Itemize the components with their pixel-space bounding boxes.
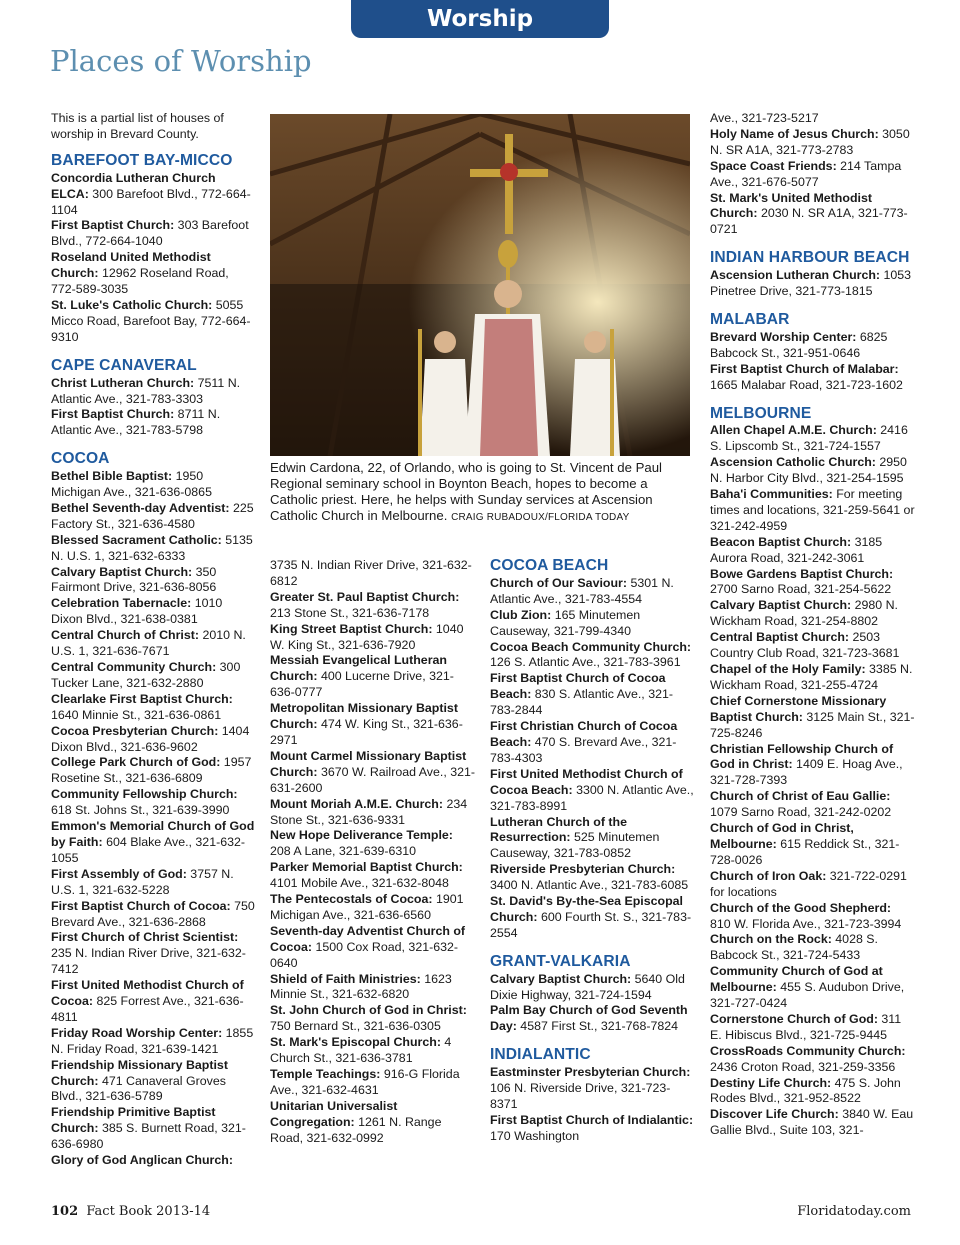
church-name: Baha'i Communities: — [710, 487, 833, 502]
church-entry — [710, 127, 915, 159]
section-heading: INDIALANTIC — [490, 1046, 591, 1064]
church-name: Blessed Sacrament Catholic: — [51, 532, 222, 547]
church-name: Church on the Rock: — [710, 932, 832, 947]
church-info: 1053 Pinetree Drive, 321-773-1815 — [710, 268, 912, 299]
church-entry — [490, 1003, 695, 1035]
church-name: Beacon Baptist Church: — [710, 534, 852, 549]
church-info: 5640 Old Dixie Highway, 321-724-1594 — [490, 971, 685, 1002]
church-name: First United Methodist Church of Cocoa Beach: — [490, 766, 683, 797]
church-name: Church of the Good Shepherd: — [710, 900, 892, 915]
church-entry — [51, 660, 256, 692]
church-name: Chief Cornerstone Missionary Baptist Church: — [710, 693, 887, 724]
listing-section — [51, 451, 256, 1169]
church-info: 1950 Michigan Ave., 321-636-0865 — [51, 469, 212, 500]
church-name: Central Community Church: — [51, 660, 217, 674]
church-info: 2950 N. Harbor City Blvd., 321-254-1595 — [710, 455, 907, 486]
church-entry — [710, 630, 915, 662]
worship-photo — [270, 114, 690, 456]
church-info: 615 Reddick St., 321-728-0026 — [710, 836, 900, 867]
church-info: 303 Barefoot Blvd., 772-664-1040 — [51, 218, 249, 249]
church-entry — [51, 1153, 256, 1169]
church-entry — [490, 1113, 695, 1145]
church-entry — [51, 978, 256, 1026]
church-name: Shield of Faith Ministries: — [270, 971, 421, 986]
church-entry — [490, 767, 695, 815]
church-name: First Baptist Church: — [51, 218, 175, 233]
church-name: Mount Moriah A.M.E. Church: — [270, 796, 443, 811]
church-info: 475 S. John Rodes Blvd., 321-952-8522 — [710, 1075, 901, 1106]
church-entry — [710, 964, 915, 1012]
church-entry — [51, 376, 256, 408]
church-entry — [490, 640, 695, 672]
church-name: First Baptist Church of Cocoa Beach: — [490, 671, 666, 702]
church-name: Church of Christ of Eau Gallie: — [710, 789, 891, 804]
section-heading: MALABAR — [710, 310, 790, 328]
listing-section — [51, 153, 256, 346]
church-entry — [51, 533, 256, 565]
church-name: St. Mark's United Methodist Church: — [710, 190, 872, 221]
church-info: 6825 Babcock St., 321-951-0646 — [710, 329, 888, 360]
church-info: 1901 Michigan Ave., 321-636-6560 — [270, 892, 464, 922]
church-info: 165 Minutemen Causeway, 321-799-4340 — [490, 607, 641, 638]
church-info: 3300 N. Atlantic Ave., 321-783-8991 — [490, 782, 694, 813]
listing-section — [490, 954, 695, 1036]
church-name: St. Luke's Catholic Church: — [51, 297, 213, 312]
church-entry — [710, 487, 915, 535]
church-name: Church of Iron Oak: — [710, 868, 827, 883]
church-name: Central Church of Christ: — [51, 628, 200, 643]
church-entry — [270, 653, 475, 701]
intro-text: This is a partial list of houses of worship in Brevard County. — [51, 111, 224, 141]
church-entry — [270, 860, 475, 892]
church-entry — [710, 694, 915, 742]
church-info: 1409 E. Hoag Ave., 321-728-7393 — [710, 757, 903, 788]
church-info: 5055 Micco Road, Barefoot Bay, 772-664-9310 — [51, 297, 251, 344]
church-entry — [51, 724, 256, 756]
church-entry — [51, 596, 256, 628]
church-info: 3050 N. SR A1A, 321-773-2783 — [710, 126, 910, 157]
section-heading: CAPE CANAVERAL — [51, 356, 197, 374]
church-entry — [710, 567, 915, 599]
church-info: 4101 Mobile Ave., 321-632-8048 — [270, 876, 449, 891]
section-heading: COCOA — [51, 450, 110, 468]
church-info: 825 Forrest Ave., 321-636-4811 — [51, 994, 244, 1024]
church-entry — [710, 191, 915, 239]
church-name: College Park Church of God: — [51, 755, 221, 770]
continuation-text: Ave., 321-723-5217 — [710, 111, 819, 125]
church-entry — [51, 930, 256, 978]
church-info: 350 Fairmont Drive, 321-636-8056 — [51, 564, 217, 595]
church-name: St. David's By-the-Sea Episcopal Church: — [490, 894, 683, 924]
church-info: 2436 Croton Road, 321-259-3356 — [710, 1059, 896, 1074]
church-name: Ascension Lutheran Church: — [710, 268, 881, 283]
church-info: 2010 N. U.S. 1, 321-636-7671 — [51, 628, 246, 659]
church-entry — [710, 1076, 915, 1108]
church-entry — [51, 1105, 256, 1153]
church-entry — [710, 159, 915, 191]
church-name: Christ Lutheran Church: — [51, 375, 195, 390]
church-info: 1040 W. King St., 321-636-7920 — [270, 621, 464, 652]
church-info: 3125 Main St., 321-725-8246 — [710, 709, 915, 740]
church-name: First Assembly of God: — [51, 866, 187, 881]
church-name: King Street Baptist Church: — [270, 621, 433, 636]
church-entry — [51, 755, 256, 787]
church-entry — [51, 692, 256, 724]
church-entry — [270, 749, 475, 797]
church-entry — [490, 815, 695, 863]
church-info: 1623 Minnie St., 321-632-6820 — [270, 971, 452, 1002]
church-name: Community Fellowship Church: — [51, 787, 238, 802]
listing-section — [490, 558, 695, 942]
church-name: Central Baptist Church: — [710, 630, 850, 645]
listing-section — [710, 406, 915, 1140]
church-entry — [710, 362, 915, 394]
church-name: Eastminster Presbyterian Church: — [490, 1065, 691, 1080]
church-info: 474 W. King St., 321-636-2971 — [270, 717, 463, 747]
church-entry — [270, 1003, 475, 1035]
church-entry — [51, 787, 256, 819]
church-entry — [270, 972, 475, 1004]
church-entry — [710, 662, 915, 694]
church-entry — [51, 867, 256, 899]
church-entry — [270, 924, 475, 972]
church-entry — [270, 828, 475, 860]
church-name: Space Coast Friends: — [710, 158, 837, 173]
church-info: For meeting times and locations, 321-259-5641 or 321-242-4959 — [710, 487, 915, 533]
photo-caption: Edwin Cardona, 22, of Orlando, who is going to St. Vincent de Paul Regional seminary school in Boynton Beach, hopes to become a Catholic priest. Here, he helps with Sunday services at Ascension Catholic Church in Melbourne. CRAIG RUBADOUX/FLORIDA TODAY — [270, 460, 662, 523]
church-info: 213 Stone St., 321-636-7178 — [270, 605, 430, 620]
footer-site: Floridatoday.com — [797, 1204, 911, 1219]
church-info: 1404 Dixon Blvd., 321-636-9602 — [51, 723, 250, 754]
church-info: 3400 N. Atlantic Ave., 321-783-6085 — [490, 878, 689, 893]
church-name: Celebration Tabernacle: — [51, 596, 192, 611]
church-name: Calvary Baptist Church: — [710, 598, 852, 613]
listing-section — [710, 250, 915, 300]
church-entry — [51, 1058, 256, 1106]
church-entry — [490, 608, 695, 640]
church-name: Club Zion: — [490, 607, 552, 622]
church-info: 225 Factory St., 321-636-4580 — [51, 500, 254, 531]
continuation-text: 3735 N. Indian River Drive, 321-632-6812 — [270, 558, 472, 588]
church-entry — [710, 455, 915, 487]
church-entry — [51, 407, 256, 439]
church-name: Bethel Bible Baptist: — [51, 469, 173, 484]
church-name: Bethel Seventh-day Adventist: — [51, 500, 230, 515]
church-name: Church of God in Christ, Melbourne: — [710, 821, 854, 851]
column-4 — [710, 111, 915, 1139]
church-info: 604 Blake Ave., 321-632-1055 — [51, 834, 246, 865]
church-info: 1957 Rosetine St., 321-636-6809 — [51, 755, 252, 786]
church-info: 3840 W. Eau Gallie Blvd., Suite 103, 321- — [710, 1107, 914, 1138]
church-entry — [490, 862, 695, 894]
church-info: 214 Tampa Ave., 321-676-5077 — [710, 158, 902, 189]
church-entry — [270, 622, 475, 654]
church-info: 1079 Sarno Road, 321-242-0202 — [710, 805, 892, 820]
church-name: Cocoa Beach Community Church: — [490, 639, 692, 654]
column-1 — [51, 111, 256, 1169]
church-entry — [710, 268, 915, 300]
church-entry — [710, 789, 915, 821]
church-name: Greater St. Paul Baptist Church: — [270, 589, 460, 604]
church-entry — [710, 1012, 915, 1044]
church-name: First Baptist Church of Indialantic: — [490, 1112, 694, 1127]
church-name: First Baptist Church of Malabar: — [710, 361, 899, 376]
church-name: St. Mark's Episcopal Church: — [270, 1035, 441, 1050]
church-entry — [490, 671, 695, 719]
church-entry — [270, 797, 475, 829]
church-name: Glory of God Anglican Church: — [51, 1153, 233, 1168]
church-name: St. John Church of God in Christ: — [270, 1003, 467, 1018]
church-entry — [710, 423, 915, 455]
church-name: Concordia Lutheran Church ELCA: — [51, 170, 216, 201]
section-heading: BAREFOOT BAY-MICCO — [51, 151, 233, 169]
church-entry — [51, 298, 256, 346]
section-tab: Worship — [351, 0, 609, 38]
church-name: Emmon's Memorial Church of God by Faith: — [51, 819, 255, 849]
church-entry — [51, 171, 256, 219]
church-entry — [270, 1099, 475, 1147]
church-name: Palm Bay Church of God Seventh Day: — [490, 1003, 688, 1034]
church-info: 750 Brevard Ave., 321-636-2868 — [51, 898, 255, 929]
church-info: 830 S. Atlantic Ave., 321-783-2844 — [490, 687, 673, 718]
church-name: Calvary Baptist Church: — [490, 971, 632, 986]
church-info: 1500 Cox Road, 321-632-0640 — [270, 939, 459, 970]
listing-section — [51, 358, 256, 440]
church-info: 2416 S. Lipscomb St., 321-724-1557 — [710, 423, 908, 454]
church-info: 471 Canaveral Groves Blvd., 321-636-5789 — [51, 1073, 226, 1104]
church-entry — [710, 535, 915, 567]
church-name: The Pentecostals of Cocoa: — [270, 892, 433, 907]
section-heading: COCOA BEACH — [490, 557, 609, 574]
church-name: Allen Chapel A.M.E. Church: — [710, 423, 877, 438]
church-name: First Baptist Church of Cocoa: — [51, 898, 231, 913]
church-name: Friendship Missionary Baptist Church: — [51, 1057, 228, 1088]
church-entry — [710, 901, 915, 933]
church-name: First Baptist Church: — [51, 407, 175, 422]
church-name: Chapel of the Holy Family: — [710, 662, 866, 676]
church-entry — [710, 869, 915, 901]
church-name: Unitarian Universalist Congregation: — [270, 1098, 398, 1129]
section-heading: INDIAN HARBOUR BEACH — [710, 249, 910, 267]
church-info: 235 N. Indian River Drive, 321-632-7412 — [51, 946, 246, 977]
church-info: 2980 N. Wickham Road, 321-254-8802 — [710, 598, 898, 629]
church-entry — [51, 899, 256, 931]
church-info: 1010 Dixon Blvd., 321-638-0381 — [51, 596, 223, 627]
church-name: Ascension Catholic Church: — [710, 455, 876, 470]
church-info: 300 Barefoot Blvd., 772-664-1104 — [51, 186, 251, 217]
church-name: Destiny Life Church: — [710, 1075, 832, 1090]
listing-section — [710, 127, 915, 238]
church-name: Friday Road Worship Center: — [51, 1025, 223, 1040]
church-info: 5301 N. Atlantic Ave., 321-783-4554 — [490, 575, 674, 606]
section-heading: GRANT-VALKARIA — [490, 952, 631, 970]
church-name: Metropolitan Missionary Baptist Church: — [270, 701, 458, 732]
church-name: Riverside Presbyterian Church: — [490, 862, 676, 877]
church-entry — [270, 892, 475, 924]
photo-credit: CRAIG RUBADOUX/FLORIDA TODAY — [451, 512, 630, 523]
church-name: First Church of Christ Scientist: — [51, 930, 239, 945]
church-entry — [710, 821, 915, 869]
church-info: 5135 N. U.S. 1, 321-632-6333 — [51, 532, 253, 563]
church-info: 234 Stone St., 321-636-9331 — [270, 796, 468, 827]
church-info: 1855 N. Friday Road, 321-639-1421 — [51, 1025, 254, 1056]
church-entry — [51, 501, 256, 533]
church-entry — [51, 250, 256, 298]
church-name: Mount Carmel Missionary Baptist Church: — [270, 748, 467, 779]
church-name: Seventh-day Adventist Church of Cocoa: — [270, 923, 466, 954]
church-entry — [710, 330, 915, 362]
church-entry — [270, 1035, 475, 1067]
church-entry — [51, 218, 256, 250]
church-info: 300 Tucker Lane, 321-632-2880 — [51, 660, 241, 690]
church-entry — [710, 1107, 915, 1139]
church-name: Brevard Worship Center: — [710, 329, 857, 344]
church-info: 4028 S. Babcock St., 321-724-5433 — [710, 932, 879, 963]
church-entry — [51, 628, 256, 660]
church-entry — [490, 576, 695, 608]
church-name: Community Church of God at Melbourne: — [710, 964, 883, 995]
listing-section — [710, 312, 915, 394]
page-title: Places of Worship — [50, 44, 312, 78]
column-2 — [270, 558, 475, 1147]
church-entry — [270, 590, 475, 622]
church-name: Church of Our Saviour: — [490, 575, 627, 590]
church-name: New Hope Deliverance Temple: — [270, 828, 453, 843]
church-info: 311 E. Hibiscus Blvd., 321-725-9445 — [710, 1011, 902, 1042]
church-entry — [270, 701, 475, 749]
church-entry — [490, 1065, 695, 1113]
church-name: Messiah Evangelical Lutheran Church: — [270, 653, 447, 684]
church-name: Calvary Baptist Church: — [51, 564, 193, 579]
church-info: 470 S. Brevard Ave., 321-783-4303 — [490, 734, 677, 765]
church-info: 3385 N. Wickham Road, 321-255-4724 — [710, 662, 913, 692]
church-name: CrossRoads Community Church: — [710, 1043, 906, 1058]
church-info: 2700 Sarno Road, 321-254-5622 — [710, 582, 892, 597]
church-name: Clearlake First Baptist Church: — [51, 691, 233, 706]
church-entry — [490, 894, 695, 942]
church-info: 600 Fourth St. S., 321-783-2554 — [490, 909, 692, 940]
church-name: Cornerstone Church of God: — [710, 1011, 878, 1026]
church-info: 1665 Malabar Road, 321-723-1602 — [710, 377, 903, 392]
church-info: 4 Church St., 321-636-3781 — [270, 1035, 452, 1066]
church-info: 12962 Roseland Road, 772-589-3035 — [51, 266, 229, 297]
church-name: Friendship Primitive Baptist Church: — [51, 1105, 216, 1136]
church-info: 208 A Lane, 321-639-6310 — [270, 844, 417, 859]
church-name: Bowe Gardens Baptist Church: — [710, 566, 894, 581]
church-entry — [710, 598, 915, 630]
church-info: 618 St. Johns St., 321-639-3990 — [51, 803, 230, 818]
church-name: Parker Memorial Baptist Church: — [270, 860, 463, 875]
listing-section — [490, 1047, 695, 1144]
church-name: Discover Life Church: — [710, 1107, 839, 1122]
church-info: 385 S. Burnett Road, 321-636-6980 — [51, 1121, 246, 1152]
church-info: 3670 W. Railroad Ave., 321-631-2600 — [270, 764, 476, 795]
church-info: 455 S. Audubon Drive, 321-727-0424 — [710, 980, 905, 1011]
listing-section — [270, 590, 475, 1147]
church-info: 7511 N. Atlantic Ave., 321-783-3303 — [51, 375, 241, 406]
church-name: Cocoa Presbyterian Church: — [51, 723, 219, 738]
church-name: Lutheran Church of the Resurrection: — [490, 814, 627, 845]
church-info: 170 Washington — [490, 1128, 580, 1143]
church-info: 400 Lucerne Drive, 321-636-0777 — [270, 669, 454, 700]
church-info: 525 Minutemen Causeway, 321-783-0852 — [490, 830, 660, 861]
page-number: 102 — [51, 1204, 79, 1219]
church-entry — [490, 719, 695, 767]
church-info: 2030 N. SR A1A, 321-773-0721 — [710, 206, 908, 237]
church-name: Roseland United Methodist Church: — [51, 250, 211, 281]
church-entry — [710, 932, 915, 964]
church-info: 3757 N. U.S. 1, 321-632-5228 — [51, 866, 234, 897]
church-entry — [710, 1044, 915, 1076]
church-info: 3185 Aurora Road, 321-242-3061 — [710, 534, 883, 565]
church-entry — [51, 1026, 256, 1058]
church-info: 810 W. Florida Ave., 321-723-3994 — [710, 916, 902, 931]
church-info: 1640 Minnie St., 321-636-0861 — [51, 707, 222, 722]
column-3 — [490, 558, 695, 1145]
book-title: Fact Book 2013-14 — [86, 1204, 211, 1219]
church-info: 916-G Florida Ave., 321-632-4631 — [270, 1067, 460, 1097]
section-heading: MELBOURNE — [710, 404, 812, 422]
church-info: 2503 Country Club Road, 321-723-3681 — [710, 630, 900, 661]
church-name: First Christian Church of Cocoa Beach: — [490, 719, 678, 749]
footer-left — [51, 1204, 210, 1219]
church-entry — [490, 972, 695, 1004]
church-info: 750 Bernard St., 321-636-0305 — [270, 1019, 441, 1034]
church-entry — [51, 469, 256, 501]
church-name: First United Methodist Church of Cocoa: — [51, 978, 244, 1009]
church-info: 1261 N. Range Road, 321-632-0992 — [270, 1114, 442, 1145]
church-entry — [51, 819, 256, 867]
church-name: Holy Name of Jesus Church: — [710, 126, 879, 141]
church-info: 8711 N. Atlantic Ave., 321-783-5798 — [51, 407, 221, 438]
church-info: 4587 First St., 321-768-7824 — [516, 1019, 679, 1034]
church-info: 126 S. Atlantic Ave., 321-783-3961 — [490, 655, 681, 670]
church-info: 321-722-0291 for locations — [710, 868, 907, 899]
church-entry — [51, 565, 256, 597]
church-entry — [710, 742, 915, 790]
church-name: Christian Fellowship Church of God in Christ: — [710, 741, 894, 772]
church-entry — [270, 1067, 475, 1099]
church-info: 106 N. Riverside Drive, 321-723-8371 — [490, 1081, 671, 1111]
church-name: Temple Teachings: — [270, 1067, 381, 1081]
